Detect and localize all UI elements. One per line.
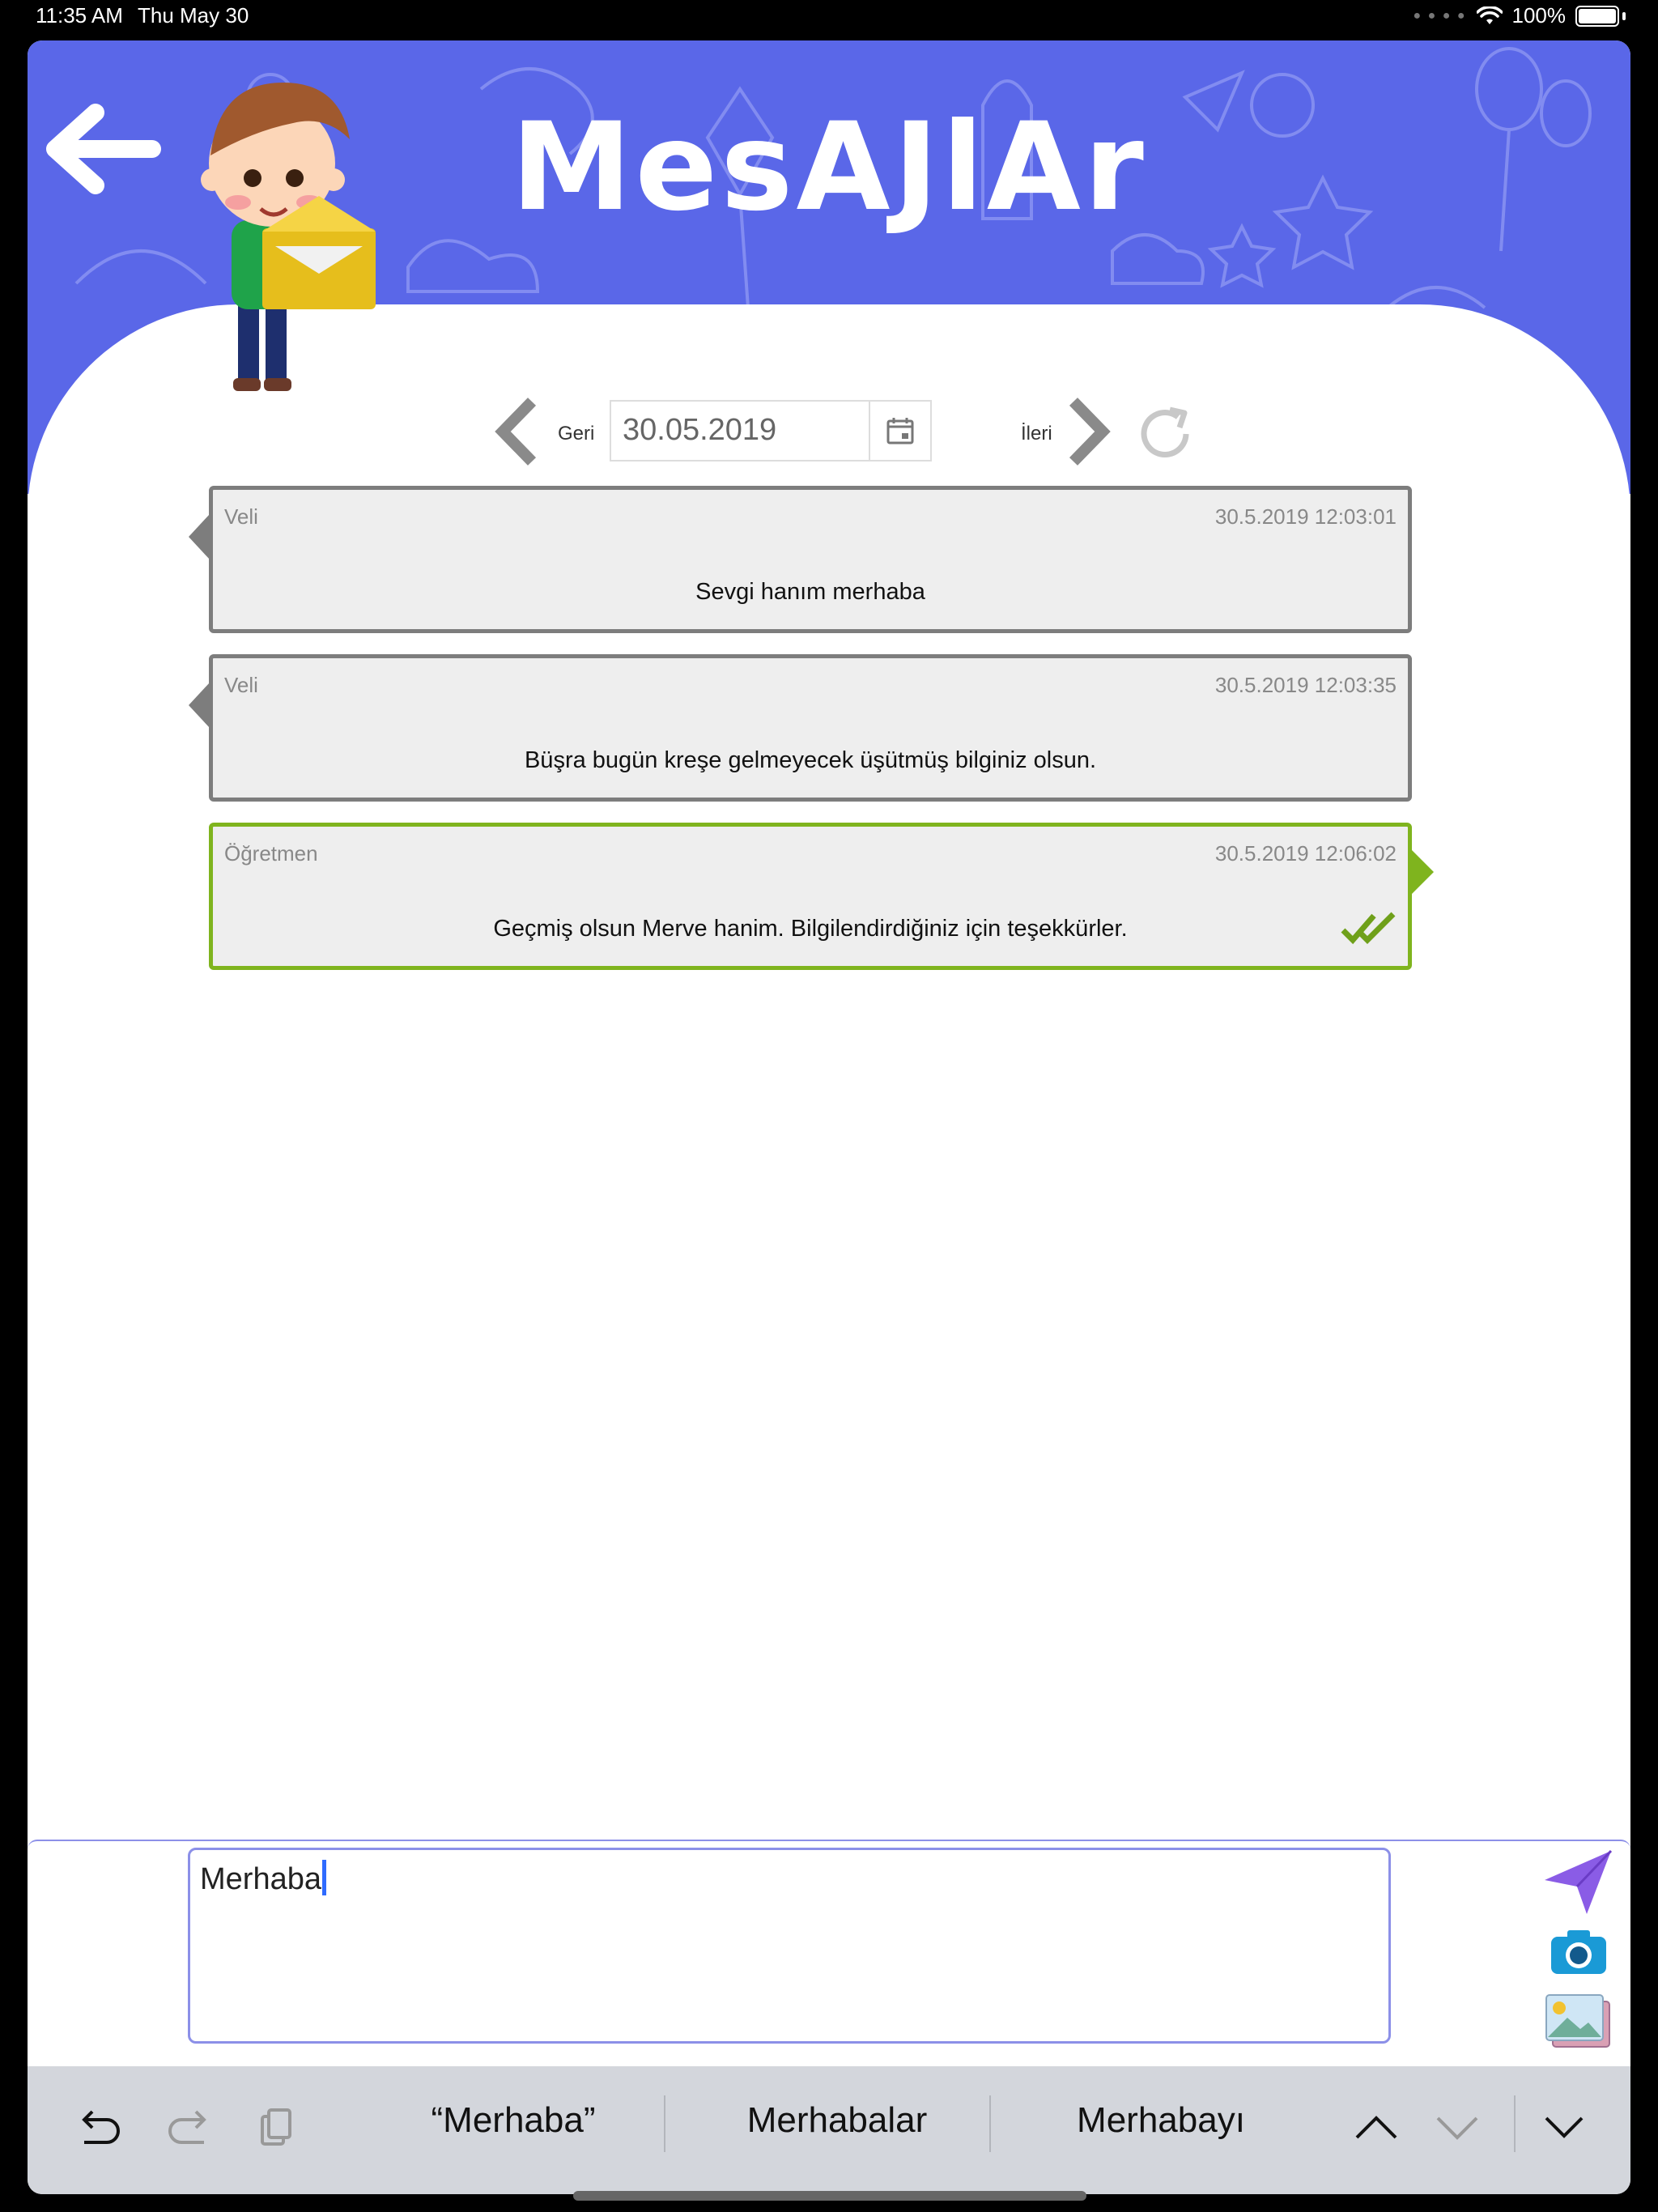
wifi-icon [1477, 6, 1503, 26]
previous-day-chevron-icon[interactable] [493, 395, 542, 468]
mascot-boy-with-envelope [157, 58, 392, 406]
status-time: 11:35 AM [36, 3, 123, 28]
message-text: Geçmiş olsun Merve hanim. Bilgilendirdiğiniz için teşekkürler. [493, 916, 1128, 942]
battery-icon [1575, 6, 1619, 27]
undo-icon[interactable] [74, 2104, 123, 2152]
paste-icon[interactable] [251, 2104, 300, 2152]
redo-icon[interactable] [165, 2104, 214, 2152]
suggestion-1[interactable]: “Merhaba” [431, 2100, 596, 2140]
signal-icon: ● ● ● ● [1413, 8, 1467, 23]
message-timestamp: 30.5.2019 12:06:02 [1214, 841, 1397, 866]
send-icon[interactable] [1541, 1848, 1614, 1917]
message-input-value: Merhaba [200, 1862, 321, 1896]
message-text: Büşra bugün kreşe gelmeyecek üşütmüş bilginiz olsun. [524, 747, 1097, 773]
page-title: MesAJlAr [511, 97, 1147, 238]
message-card-teacher[interactable] [209, 823, 1412, 970]
message-timestamp: 30.5.2019 12:03:35 [1214, 673, 1397, 697]
camera-icon[interactable] [1550, 1927, 1608, 1976]
forward-label[interactable]: İleri [1021, 423, 1052, 445]
message-text: Sevgi hanım merhaba [695, 579, 925, 605]
chevron-down-icon[interactable] [1433, 2104, 1482, 2152]
status-date: Thu May 30 [138, 3, 249, 28]
status-bar [0, 0, 1658, 36]
message-card-parent[interactable] [209, 486, 1412, 633]
gallery-icon[interactable] [1543, 1993, 1611, 2048]
message-sender: Öğretmen [224, 841, 318, 866]
double-check-icon [1340, 908, 1398, 948]
refresh-icon[interactable] [1133, 402, 1197, 466]
suggestion-3[interactable]: Merhabayı [1077, 2100, 1245, 2140]
dismiss-keyboard-icon[interactable] [1540, 2104, 1588, 2152]
date-navigation [493, 395, 1222, 468]
back-arrow-icon[interactable] [31, 92, 168, 206]
message-input[interactable] [188, 1848, 1391, 2044]
app-window [28, 40, 1630, 2194]
message-sender: Veli [224, 504, 258, 529]
message-sender: Veli [224, 673, 258, 697]
next-day-chevron-icon[interactable] [1064, 395, 1112, 468]
message-card-parent[interactable] [209, 654, 1412, 802]
back-label[interactable]: Geri [558, 423, 595, 445]
status-indicators [1414, 3, 1626, 28]
text-cursor [322, 1860, 326, 1895]
keyboard-shortcut-bar [28, 2066, 1630, 2194]
battery-percent: 100% [1511, 3, 1566, 28]
date-field[interactable] [610, 400, 932, 462]
calendar-icon [886, 416, 915, 445]
calendar-button[interactable] [869, 402, 930, 460]
chevron-up-icon[interactable] [1352, 2104, 1401, 2152]
date-value: 30.05.2019 [623, 413, 777, 447]
home-indicator[interactable] [573, 2191, 1086, 2201]
suggestion-2[interactable]: Merhabalar [746, 2100, 928, 2140]
message-timestamp: 30.5.2019 12:03:01 [1214, 504, 1397, 529]
